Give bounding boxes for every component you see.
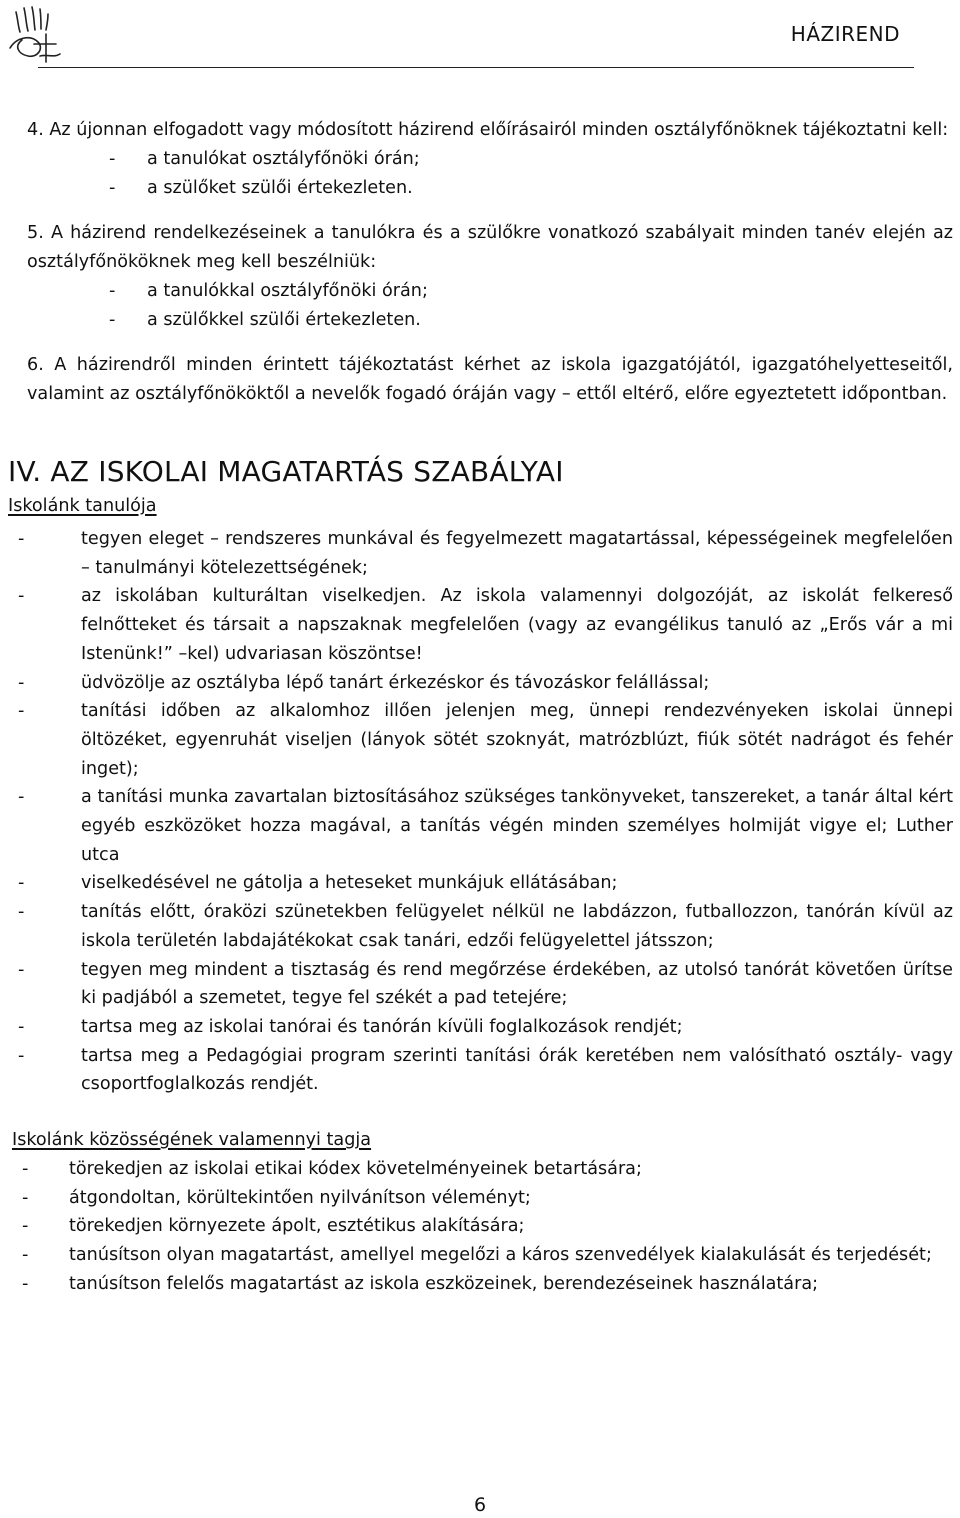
list-item-text: viselkedésével ne gátolja a heteseket munkájuk ellátásában; xyxy=(81,873,618,894)
dash-marker: - xyxy=(18,586,25,607)
members-heading-text: Iskolánk közösségének valamennyi tagja xyxy=(12,1130,372,1151)
item-4-list xyxy=(27,145,953,203)
header-title: HÁZIREND xyxy=(790,22,900,46)
header-divider xyxy=(38,67,914,68)
item-5-list xyxy=(27,277,953,335)
list-item xyxy=(8,1270,953,1299)
item-5-text: 5. A házirend rendelkezéseinek a tanulókra és a szülőkre vonatkozó szabályait minden tanév elején az osztályfőnököknek meg kell beszélniük: xyxy=(27,223,953,272)
list-item-text: a szülőkkel szülői értekezleten. xyxy=(147,310,421,330)
list-item-text: tegyen eleget – rendszeres munkával és fegyelmezett magatartással, képességeinek megfelelően – tanulmányi kötelezettségének; xyxy=(81,529,953,578)
list-item xyxy=(8,1241,953,1270)
item-6 xyxy=(27,351,953,409)
list-item xyxy=(8,1155,953,1184)
students-heading xyxy=(8,491,953,521)
dash-marker: - xyxy=(18,787,25,808)
list-item xyxy=(27,306,953,335)
dash-marker: - xyxy=(109,149,116,169)
item-4-text: 4. Az újonnan elfogadott vagy módosított házirend előírásairól minden osztályfőnöknek tájékoztatni kell: xyxy=(27,120,949,140)
item-6-text: 6. A házirendről minden érintett tájékoztatást kérhet az iskola igazgatójától, igazgatóhelyetteseitől, valamint az osztályfőnököktől a nevelők fogadó óráján vagy – ettől eltérő, előre egyeztetett időpontban. xyxy=(27,355,953,404)
dash-marker: - xyxy=(18,701,25,722)
school-logo-icon xyxy=(4,4,66,66)
list-item-text: tanítás előtt, óraközi szünetekben felügyelet nélkül ne labdázzon, futballozzon, tanórán kívül az iskola területén labdajátékokat csak tanári, edzői felügyelettel játsszon; xyxy=(81,902,953,951)
list-item-text: törekedjen környezete ápolt, esztétikus alakítására; xyxy=(69,1216,525,1237)
list-item-text: a szülőket szülői értekezleten. xyxy=(147,178,413,198)
dash-marker: - xyxy=(18,529,25,549)
list-item-text: a tanulókkal osztályfőnöki órán; xyxy=(147,281,428,301)
list-item-text: tartsa meg az iskolai tanórai és tanórán kívüli foglalkozások rendjét; xyxy=(81,1016,683,1037)
dash-marker: - xyxy=(109,178,116,198)
students-rules-list xyxy=(8,525,953,1099)
list-item xyxy=(8,669,953,698)
list-item-text: a tanítási munka zavartalan biztosításához szükséges tankönyveket, tanszereket, a tanár által kért egyéb eszközöket hozza magával, a tanítás végén minden személyes holmiját vigye el; Luther utca xyxy=(81,787,953,865)
dash-marker: - xyxy=(18,959,25,980)
list-item-text: az iskolában kulturáltan viselkedjen. Az iskola valamennyi dolgozóját, az iskolát felkereső felnőtteket és társait a napszaknak megfelelően (vagy az evangélikus tanuló az „Erős vár a mi Istenünk!” –kel) udvariasan köszöntse! xyxy=(81,586,953,664)
list-item xyxy=(8,582,953,668)
list-item-text: tegyen meg mindent a tisztaság és rend megőrzése érdekében, az utolsó tanórát követően ürítse ki padjából a szemetet, tegye fel székét a pad tetejére; xyxy=(81,959,953,1009)
section-title: IV. AZ ISKOLAI MAGATARTÁS SZABÁLYAI xyxy=(8,455,564,488)
list-item xyxy=(27,145,953,174)
list-item-text: tartsa meg a Pedagógiai program szerinti tanítási órák keretében nem valósítható osztály- vagy csoportfoglalkozás rendjét. xyxy=(81,1045,953,1095)
dash-marker: - xyxy=(18,1045,25,1066)
item-5 xyxy=(27,219,953,335)
dash-marker: - xyxy=(109,281,116,301)
list-item xyxy=(8,697,953,783)
item-4 xyxy=(27,116,953,203)
list-item-text: átgondoltan, körültekintően nyilvánítson véleményt; xyxy=(69,1187,531,1208)
members-heading xyxy=(12,1125,953,1155)
dash-marker: - xyxy=(18,902,25,923)
dash-marker: - xyxy=(18,672,25,693)
dash-marker: - xyxy=(22,1245,29,1266)
dash-marker: - xyxy=(22,1216,29,1237)
dash-marker: - xyxy=(18,1016,25,1037)
students-heading-text: Iskolánk tanulója xyxy=(8,496,157,516)
list-item xyxy=(8,1042,953,1099)
list-item-text: a tanulókat osztályfőnöki órán; xyxy=(147,149,420,169)
list-item xyxy=(8,1013,953,1042)
dash-marker: - xyxy=(109,310,116,330)
list-item-text: tanúsítson olyan magatartást, amellyel megelőzi a káros szenvedélyek kialakulását és terjedését; xyxy=(69,1245,932,1266)
list-item xyxy=(8,1184,953,1213)
document-body xyxy=(8,116,953,1299)
list-item xyxy=(27,174,953,203)
list-item xyxy=(8,525,953,582)
list-item xyxy=(8,898,953,955)
list-item xyxy=(27,277,953,306)
dash-marker: - xyxy=(22,1273,29,1294)
list-item-text: üdvözölje az osztályba lépő tanárt érkezéskor és távozáskor felállással; xyxy=(81,672,710,693)
list-item xyxy=(8,956,953,1013)
list-item xyxy=(8,1212,953,1241)
list-item xyxy=(8,783,953,869)
page-number: 6 xyxy=(473,1494,487,1516)
list-item-text: tanítási időben az alkalomhoz illően jelenjen meg, ünnepi rendezvényeken iskolai ünnepi öltözéket, egyenruhát viseljen (lányok sötét szoknyát, matrózblúzt, fiúk sötét nadrágot és fehér inget); xyxy=(81,701,953,779)
dash-marker: - xyxy=(22,1159,29,1180)
list-item-text: tanúsítson felelős magatartást az iskola eszközeinek, berendezéseinek használatára; xyxy=(69,1273,819,1294)
members-rules-list xyxy=(8,1155,953,1299)
list-item xyxy=(8,869,953,898)
list-item-text: törekedjen az iskolai etikai kódex követelményeinek betartására; xyxy=(69,1159,642,1180)
dash-marker: - xyxy=(22,1187,29,1208)
dash-marker: - xyxy=(18,873,25,894)
